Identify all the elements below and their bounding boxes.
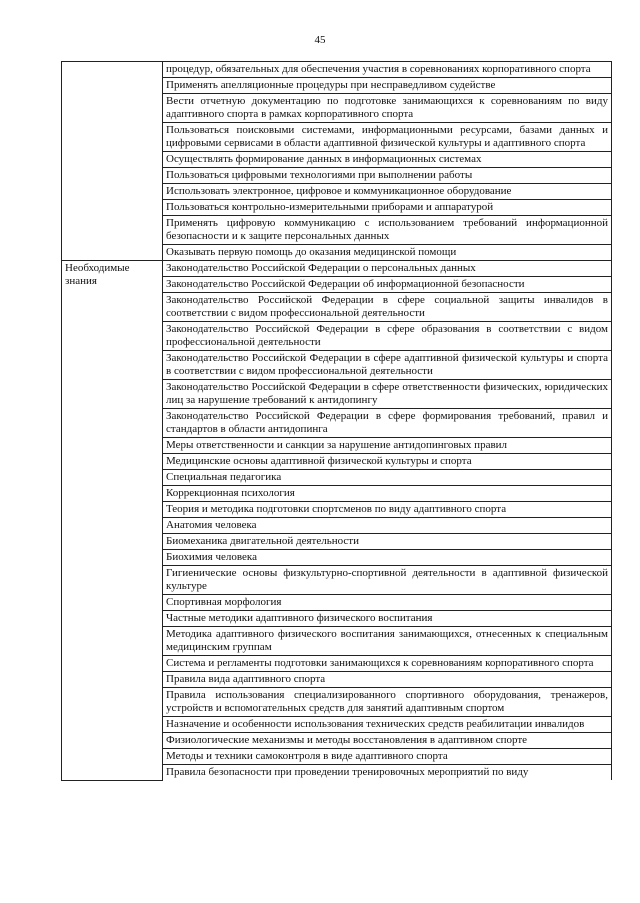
knowledge-item: Назначение и особенности использования технических средств реабилитации инвалидов <box>163 717 612 733</box>
knowledge-item: Анатомия человека <box>163 518 612 534</box>
skill-item: Применять цифровую коммуникацию с использованием требований информационной безопасности и к защите персональных данных <box>163 216 612 245</box>
competency-table <box>61 61 612 781</box>
skill-item: процедур, обязательных для обеспечения участия в соревнованиях корпоративного спорта <box>163 62 612 78</box>
competency-table-body <box>62 62 612 781</box>
knowledge-item: Законодательство Российской Федерации в сфере социальной защиты инвалидов в соответствии с видом профессиональной деятельности <box>163 293 612 322</box>
knowledge-item: Меры ответственности и санкции за нарушение антидопинговых правил <box>163 438 612 454</box>
knowledge-item: Гигиенические основы физкультурно-спортивной деятельности в адаптивной физической культуре <box>163 566 612 595</box>
table-row <box>62 261 612 277</box>
knowledge-item: Физиологические механизмы и методы восстановления в адаптивном спорте <box>163 733 612 749</box>
knowledge-item: Коррекционная психология <box>163 486 612 502</box>
skill-item: Пользоваться контрольно-измерительными приборами и аппаратурой <box>163 200 612 216</box>
knowledge-item: Законодательство Российской Федерации в сфере адаптивной физической культуры и спорта в соответствии с видом профессиональной деятельности <box>163 351 612 380</box>
skill-item: Осуществлять формирование данных в информационных системах <box>163 152 612 168</box>
knowledge-item: Методика адаптивного физического воспитания занимающихся, отнесенных к специальным медицинским группам <box>163 627 612 656</box>
skill-item: Использовать электронное, цифровое и коммуникационное оборудование <box>163 184 612 200</box>
knowledge-item: Биохимия человека <box>163 550 612 566</box>
knowledge-item: Спортивная морфология <box>163 595 612 611</box>
knowledge-item: Теория и методика подготовки спортсменов по виду адаптивного спорта <box>163 502 612 518</box>
knowledge-item: Медицинские основы адаптивной физической культуры и спорта <box>163 454 612 470</box>
knowledge-item: Законодательство Российской Федерации в сфере образования в соответствии с видом профессиональной деятельности <box>163 322 612 351</box>
knowledge-item: Система и регламенты подготовки занимающихся к соревнованиям корпоративного спорта <box>163 656 612 672</box>
knowledge-item: Законодательство Российской Федерации в сфере формирования требований, правил и стандартов в области антидопинга <box>163 409 612 438</box>
knowledge-item: Законодательство Российской Федерации в сфере ответственности физических, юридических лиц за нарушение требований к антидопингу <box>163 380 612 409</box>
knowledge-item: Частные методики адаптивного физического воспитания <box>163 611 612 627</box>
skill-item: Вести отчетную документацию по подготовке занимающихся к соревнованиям по виду адаптивного спорта в рамках корпоративного спорта <box>163 94 612 123</box>
knowledge-item: Законодательство Российской Федерации об информационной безопасности <box>163 277 612 293</box>
knowledge-item: Правила безопасности при проведении тренировочных мероприятий по виду <box>163 765 612 781</box>
knowledge-item: Методы и техники самоконтроля в виде адаптивного спорта <box>163 749 612 765</box>
skill-item: Пользоваться цифровыми технологиями при выполнении работы <box>163 168 612 184</box>
knowledge-item: Правила использования специализированного спортивного оборудования, тренажеров, устройств и вспомогательных средств для занятий адаптивным спортом <box>163 688 612 717</box>
knowledge-label-cell: Необходимые знания <box>62 261 163 781</box>
knowledge-item: Биомеханика двигательной деятельности <box>163 534 612 550</box>
knowledge-item: Специальная педагогика <box>163 470 612 486</box>
skills-label-cell <box>62 62 163 261</box>
knowledge-item: Законодательство Российской Федерации о персональных данных <box>163 261 612 277</box>
skill-item: Пользоваться поисковыми системами, информационными ресурсами, базами данных и цифровыми сервисами в области адаптивной физической культуры и адаптивного спорта <box>163 123 612 152</box>
knowledge-item: Правила вида адаптивного спорта <box>163 672 612 688</box>
skill-item: Оказывать первую помощь до оказания медицинской помощи <box>163 245 612 261</box>
skill-item: Применять апелляционные процедуры при несправедливом судействе <box>163 78 612 94</box>
table-row <box>62 62 612 78</box>
page-number: 45 <box>314 34 326 46</box>
